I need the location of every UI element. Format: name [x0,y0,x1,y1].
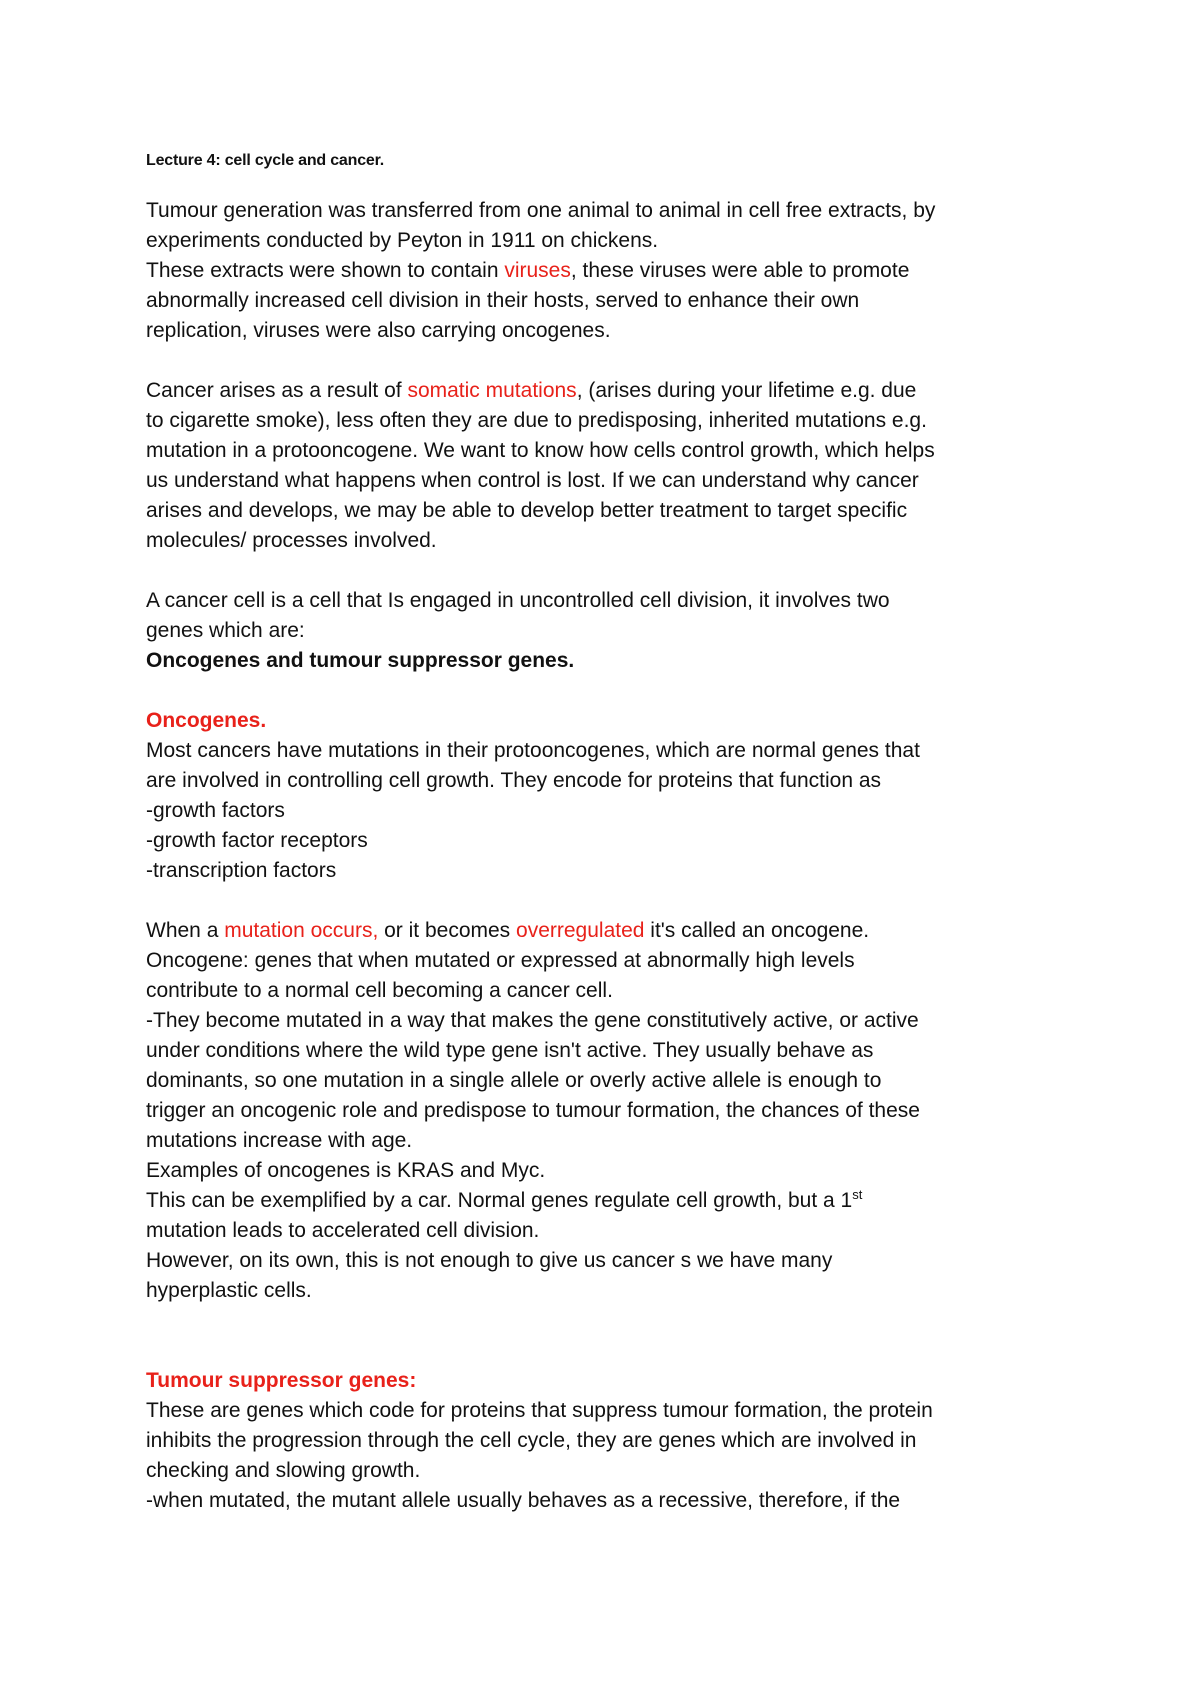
highlight-somatic-mutations: somatic mutations [407,379,577,402]
text-line: mutations increase with age. [146,1129,413,1152]
text-line: Examples of oncogenes is KRAS and Myc. [146,1159,546,1182]
text-line: checking and slowing growth. [146,1459,421,1482]
cancer-cell-paragraph [146,586,1106,676]
text-line: us understand what happens when control is lost. If we can understand why cancer [146,469,919,492]
list-item: -transcription factors [146,859,337,882]
text-line: A cancer cell is a cell that Is engaged in uncontrolled cell division, it involves two [146,589,890,612]
text-line: hyperplastic cells. [146,1279,312,1302]
text-line: are involved in controlling cell growth. They encode for proteins that function as [146,769,882,792]
cancer-arises-paragraph [146,376,1106,556]
text-line: These are genes which code for proteins that suppress tumour formation, the protein [146,1399,933,1422]
text-span: , (arises during your lifetime e.g. due [576,379,917,402]
text-line: to cigarette smoke), less often they are due to predisposing, inherited mutations e.g. [146,409,927,432]
highlight-viruses: viruses [504,259,571,282]
highlight-mutation-occurs: mutation occurs, [224,919,379,942]
lecture-title: Lecture 4: cell cycle and cancer. [146,152,384,169]
spacer [146,676,1106,706]
text-span: When a [146,919,225,942]
spacer [146,556,1106,586]
text-line: under conditions where the wild type gene isn't active. They usually behave as [146,1039,874,1062]
text-line: replication, viruses were also carrying oncogenes. [146,319,611,342]
text-span: These extracts were shown to contain [146,259,505,282]
text-line: However, on its own, this is not enough to give us cancer s we have many [146,1249,833,1272]
text-line: arises and develops, we may be able to develop better treatment to target specific [146,499,908,522]
text-span: , these viruses were able to promote [570,259,910,282]
intro-paragraph [146,196,1106,346]
text-line: experiments conducted by Peyton in 1911 on chickens. [146,229,659,252]
document-body [146,146,1106,1516]
text-span: This can be exemplified by a car. Normal genes regulate cell growth, but a 1 [146,1189,853,1212]
text-line: -They become mutated in a way that makes the gene constitutively active, or active [146,1009,919,1032]
text-line: dominants, so one mutation in a single allele or overly active allele is enough to [146,1069,882,1092]
text-line [146,916,1106,946]
text-line [146,376,1106,406]
text-span: it's called an oncogene. [644,919,870,942]
text-line: inhibits the progression through the cell cycle, they are genes which are involved in [146,1429,917,1452]
text-line [146,256,1106,286]
bold-summary-line: Oncogenes and tumour suppressor genes. [146,649,575,672]
spacer [146,346,1106,376]
text-line: contribute to a normal cell becoming a cancer cell. [146,979,613,1002]
text-line: -when mutated, the mutant allele usually behaves as a recessive, therefore, if the [146,1489,901,1512]
oncogenes-section [146,706,1106,1306]
list-item: -growth factor receptors [146,829,368,852]
text-line: Oncogene: genes that when mutated or expressed at abnormally high levels [146,949,855,972]
spacer [146,886,1106,916]
text-line [146,1186,1106,1216]
tumour-suppressor-section [146,1366,1106,1516]
text-span: or it becomes [378,919,517,942]
highlight-overregulated: overregulated [516,919,645,942]
list-item: -growth factors [146,799,285,822]
text-line: abnormally increased cell division in their hosts, served to enhance their own [146,289,860,312]
text-line: genes which are: [146,619,305,642]
text-span: Cancer arises as a result of [146,379,408,402]
text-line: molecules/ processes involved. [146,529,437,552]
superscript: st [852,1187,863,1202]
text-line: mutation in a protooncogene. We want to know how cells control growth, which helps [146,439,935,462]
text-line: Tumour generation was transferred from one animal to animal in cell free extracts, by [146,199,936,222]
spacer [146,1306,1106,1366]
text-line: mutation leads to accelerated cell division. [146,1219,540,1242]
oncogenes-heading: Oncogenes. [146,709,267,732]
text-line: Most cancers have mutations in their protooncogenes, which are normal genes that [146,739,920,762]
tumour-suppressor-heading: Tumour suppressor genes: [146,1369,417,1392]
text-line: trigger an oncogenic role and predispose to tumour formation, the chances of these [146,1099,920,1122]
